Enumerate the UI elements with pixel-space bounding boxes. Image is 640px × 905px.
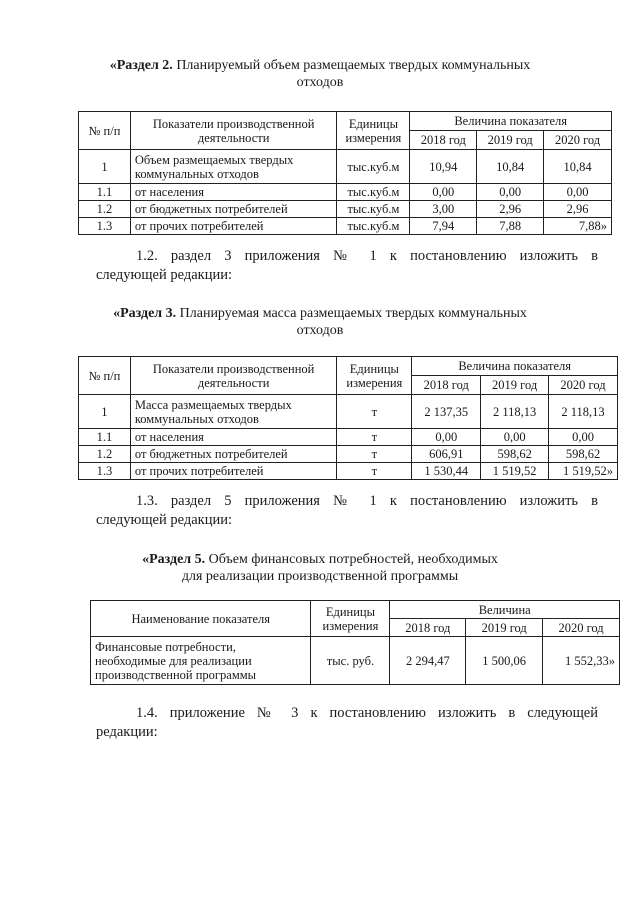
section-2-table — [78, 111, 612, 235]
header-value: Величина показателя — [410, 112, 612, 131]
header-unit: Единицы измерения — [337, 112, 410, 150]
paragraph-1-4: 1.4. приложение № 3 к постановлению изложить в следующей редакции: — [96, 705, 598, 740]
header-indicator: Показатели производственной деятельности — [130, 357, 337, 395]
header-2020: 2020 год — [543, 619, 620, 637]
section-2-title-line2: отходов — [296, 75, 344, 90]
section-2-label: «Раздел 2. — [109, 58, 173, 73]
header-2018: 2018 год — [390, 619, 466, 637]
paragraph-1-2: 1.2. раздел 3 приложения № 1 к постановлению изложить в следующей редакции: — [96, 248, 598, 283]
header-num: № п/п — [79, 112, 131, 150]
table-row: 1 Объем размещаемых твердых коммунальных отходов тыс.куб.м 10,94 10,84 10,84 — [79, 150, 612, 184]
table-row: 1.1 от населения тыс.куб.м 0,00 0,00 0,00 — [79, 184, 612, 201]
section-5-table — [90, 600, 620, 685]
header-2019: 2019 год — [477, 131, 544, 150]
section-5-heading — [60, 551, 580, 585]
table-row: 1.3 от прочих потребителей тыс.куб.м 7,94 7,88 7,88» — [79, 218, 612, 235]
header-2020: 2020 год — [544, 131, 612, 150]
section-3-label: «Раздел 3. — [113, 306, 177, 321]
section-5-title: Объем финансовых потребностей, необходимых — [205, 552, 498, 567]
section-5-title-line2: для реализации производственной программы — [181, 569, 459, 584]
section-2-heading — [60, 57, 580, 91]
header-2020: 2020 год — [549, 376, 618, 395]
header-2019: 2019 год — [481, 376, 549, 395]
header-indicator: Показатели производственной деятельности — [130, 112, 337, 150]
header-unit: Единицы измерения — [337, 357, 412, 395]
table-row: 1.3 от прочих потребителей т 1 530,44 1 519,52 1 519,52» — [79, 463, 618, 480]
table-row: 1.2 от бюджетных потребителей т 606,91 598,62 598,62 — [79, 446, 618, 463]
section-3-heading — [60, 305, 580, 339]
header-2018: 2018 год — [410, 131, 477, 150]
table-row: Финансовые потребности, необходимые для реализации производственной программы тыс. руб. 2 294,47 1 500,06 1 552,33» — [91, 637, 620, 685]
section-3-title: Планируемая масса размещаемых твердых коммунальных — [176, 306, 527, 321]
paragraph-1-3: 1.3. раздел 5 приложения № 1 к постановлению изложить в следующей редакции: — [96, 493, 598, 528]
header-2018: 2018 год — [412, 376, 481, 395]
section-2-title: Планируемый объем размещаемых твердых коммунальных — [172, 58, 531, 73]
header-num: № п/п — [79, 357, 131, 395]
header-unit: Единицы измерения — [311, 601, 390, 637]
section-3-title-line2: отходов — [296, 323, 344, 338]
header-2019: 2019 год — [466, 619, 543, 637]
section-3-table — [78, 356, 618, 480]
table-row: 1 Масса размещаемых твердых коммунальных отходов т 2 137,35 2 118,13 2 118,13 — [79, 395, 618, 429]
header-value: Величина — [390, 601, 620, 619]
header-value: Величина показателя — [412, 357, 618, 376]
header-name: Наименование показателя — [91, 601, 311, 637]
table-row: 1.2 от бюджетных потребителей тыс.куб.м 3,00 2,96 2,96 — [79, 201, 612, 218]
table-row: 1.1 от населения т 0,00 0,00 0,00 — [79, 429, 618, 446]
section-5-label: «Раздел 5. — [142, 552, 206, 567]
